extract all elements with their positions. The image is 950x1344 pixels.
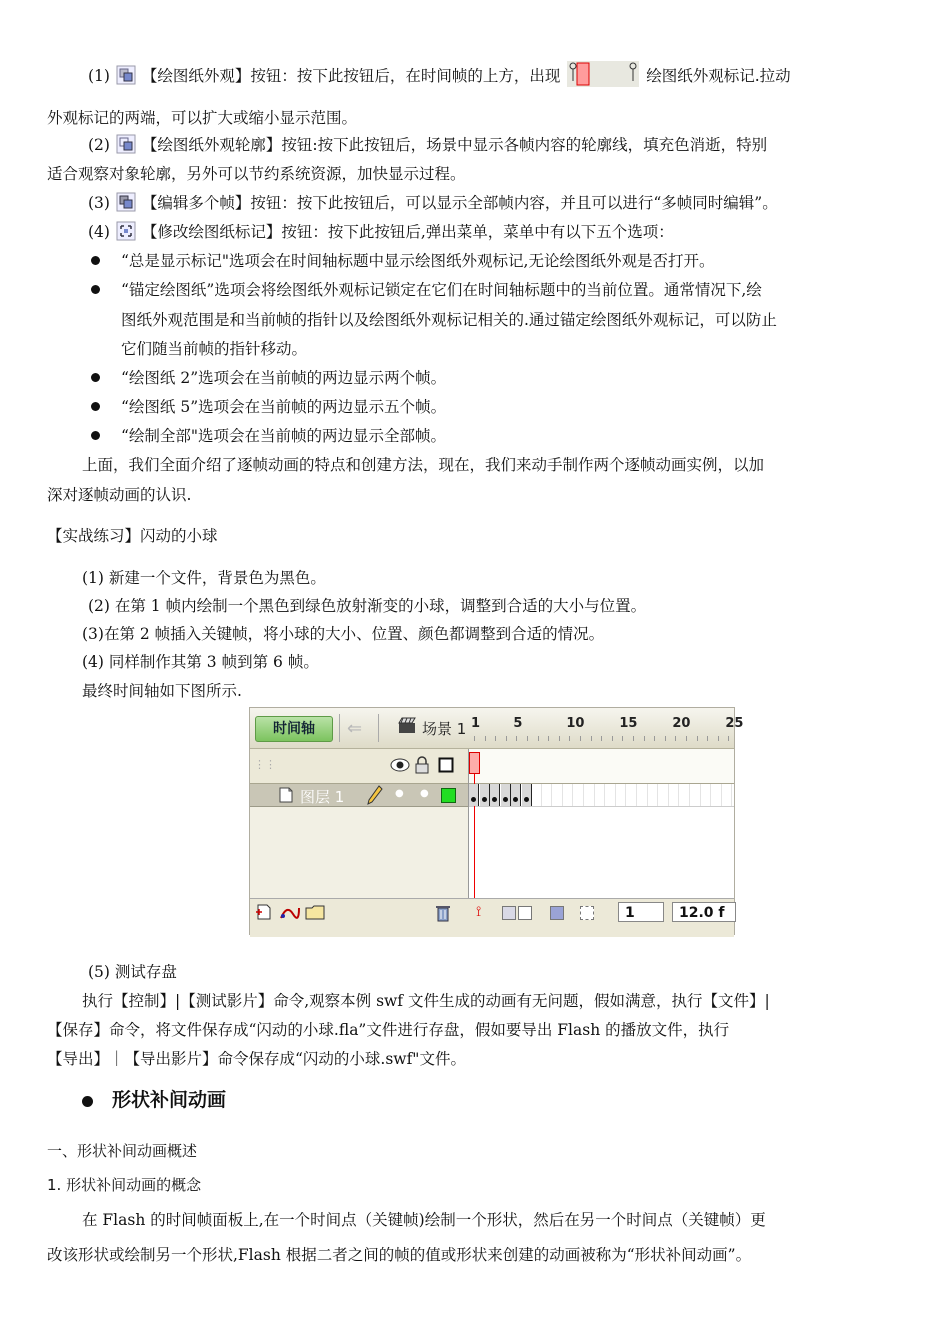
step-2: (2) 在第 1 帧内绘制一个黑色到绿色放射渐变的小球，调整到合适的大小与位置。 bbox=[88, 597, 647, 615]
ruler-tick bbox=[601, 736, 602, 741]
onion-skin-button-icon[interactable] bbox=[502, 906, 516, 920]
bullet-item: “总是显示标记"选项会在时间轴标题中显示绘图纸外观标记,无论绘图纸外观是否打开。 bbox=[121, 252, 715, 270]
trash-icon[interactable] bbox=[435, 904, 451, 922]
add-motion-guide-icon[interactable] bbox=[279, 904, 301, 920]
bullet-dot bbox=[91, 256, 100, 265]
insert-layer-icon[interactable] bbox=[255, 904, 273, 920]
final-line-2: 改该形状或绘制另一个形状,Flash 根据二者之间的帧的值或形状来创建的动画被称为“形状补间动画”。 bbox=[47, 1246, 752, 1264]
section-1-title: 一、形状补间动画概述 bbox=[47, 1142, 198, 1160]
intro-line-1: 上面，我们全面介绍了逐帧动画的特点和创建方法，现在，我们来动手制作两个逐帧动画实例，以加 bbox=[82, 456, 765, 474]
ruler-tick bbox=[707, 736, 708, 741]
practice-title: 【实战练习】闪动的小球 bbox=[47, 527, 218, 545]
bullet-dot bbox=[91, 285, 100, 294]
para-2-line-1: (2) 【绘图纸外观轮廓】按钮:按下此按钮后，场景中显示各帧内容的轮廓线，填充色消逝，特别 bbox=[88, 136, 768, 154]
frame-cell[interactable] bbox=[596, 784, 605, 806]
onion-skin-outline-button-icon[interactable] bbox=[518, 906, 532, 920]
test-line-1: 执行【控制】|【测试影片】命令,观察本例 swf 文件生成的动画有无问题，假如满意，执行【文件】| bbox=[82, 992, 770, 1010]
bullet-dot bbox=[91, 373, 100, 382]
intro-line-2: 深对逐帧动画的认识. bbox=[47, 486, 192, 504]
ruler-tick bbox=[591, 736, 592, 741]
para-1-line-1: (1) 【绘图纸外观】按钮：按下此按钮后，在时间帧的上方，出现 绘图纸外观标记.拉动 bbox=[88, 61, 791, 87]
onion-marker-icon bbox=[567, 61, 639, 87]
frame-cell[interactable] bbox=[628, 784, 637, 806]
para-1-line-2: 外观标记的两端，可以扩大或缩小显示范围。 bbox=[47, 109, 358, 127]
frame-cell[interactable] bbox=[692, 784, 701, 806]
divider bbox=[378, 714, 379, 742]
bullet-dot bbox=[91, 431, 100, 440]
eye-icon[interactable] bbox=[390, 757, 410, 773]
ruler-tick bbox=[485, 736, 486, 741]
frame-cell[interactable] bbox=[670, 784, 679, 806]
modify-markers-button-icon[interactable] bbox=[580, 906, 594, 920]
ruler-tick bbox=[580, 736, 581, 741]
playhead[interactable] bbox=[469, 752, 480, 774]
step-3: (3)在第 2 帧插入关键帧，将小球的大小、位置、颜色都调整到合适的情况。 bbox=[82, 625, 605, 643]
layer-name[interactable]: 图层 1 bbox=[300, 788, 345, 806]
heading-bullet bbox=[82, 1096, 93, 1107]
drag-handle-icon[interactable]: ⋮⋮ bbox=[254, 758, 276, 771]
keyframe[interactable] bbox=[522, 784, 532, 806]
keyframe[interactable] bbox=[469, 784, 479, 806]
ruler-tick bbox=[548, 736, 549, 741]
frame-cell[interactable] bbox=[713, 784, 722, 806]
ruler-tick bbox=[612, 736, 613, 741]
step-caption: 最终时间轴如下图所示. bbox=[82, 682, 242, 700]
step-5: (5) 测试存盘 bbox=[88, 963, 177, 981]
keyframe[interactable] bbox=[480, 784, 490, 806]
ruler-tick bbox=[538, 736, 539, 741]
ruler-tick bbox=[527, 736, 528, 741]
ruler-tick bbox=[495, 736, 496, 741]
ruler-number: 25 bbox=[725, 716, 744, 731]
frame-cell[interactable] bbox=[564, 784, 573, 806]
para-3: (3) 【编辑多个帧】按钮：按下此按钮后，可以显示全部帧内容，并且可以进行“多帧同时编辑”。 bbox=[88, 194, 778, 212]
scene-label[interactable]: 场景 1 bbox=[422, 720, 467, 738]
edit-multiple-frames-icon bbox=[117, 193, 135, 211]
pencil-icon bbox=[367, 785, 383, 805]
bullet-dot bbox=[91, 402, 100, 411]
final-line-1: 在 Flash 的时间帧面板上,在一个时间点（关键帧)绘制一个形状，然后在另一个时间点（关键帧）更 bbox=[82, 1211, 766, 1229]
insert-folder-icon[interactable] bbox=[305, 904, 325, 920]
frame-cell[interactable] bbox=[649, 784, 658, 806]
section-1-1-title: 1. 形状补间动画的概念 bbox=[47, 1176, 202, 1194]
bullet-item-cont: 它们随当前帧的指针移动。 bbox=[121, 340, 308, 358]
ruler-tick bbox=[474, 736, 475, 741]
timeline-panel bbox=[249, 707, 744, 935]
bullet-item: “绘图纸 2”选项会在当前帧的两边显示两个帧。 bbox=[121, 369, 447, 387]
keyframe[interactable] bbox=[490, 784, 500, 806]
ruler-tick bbox=[718, 736, 719, 741]
back-arrow-icon[interactable]: ⇐ bbox=[347, 718, 363, 739]
keyframe[interactable] bbox=[511, 784, 521, 806]
ruler-number: 10 bbox=[566, 716, 585, 731]
frame-ruler[interactable] bbox=[469, 749, 734, 783]
layer-page-icon bbox=[278, 787, 294, 803]
visibility-dot[interactable]: ● bbox=[395, 788, 404, 799]
bullet-item-cont: 图纸外观范围是和当前帧的指针以及绘图纸外观标记相关的.通过锚定绘图纸外观标记，可以防止 bbox=[121, 311, 777, 329]
keyframe[interactable] bbox=[501, 784, 511, 806]
lock-icon[interactable] bbox=[415, 756, 429, 774]
frame-cell[interactable] bbox=[617, 784, 626, 806]
ruler-tick bbox=[569, 736, 570, 741]
frame-cell[interactable] bbox=[533, 784, 542, 806]
ruler-tick bbox=[728, 736, 729, 741]
frame-cell[interactable] bbox=[723, 784, 732, 806]
frame-rate-field[interactable]: 12.0 f bbox=[672, 902, 736, 922]
ruler-number: 15 bbox=[619, 716, 638, 731]
ruler-number: 1 bbox=[471, 716, 481, 731]
center-frame-icon[interactable]: ⟟ bbox=[476, 904, 482, 920]
ruler-tick bbox=[633, 736, 634, 741]
layer-color-swatch[interactable] bbox=[441, 788, 456, 803]
frame-cell[interactable] bbox=[607, 784, 616, 806]
edit-multiple-frames-button-icon[interactable] bbox=[550, 906, 564, 920]
ruler-tick bbox=[516, 736, 517, 741]
ruler-tick bbox=[506, 736, 507, 741]
frame-cell[interactable] bbox=[554, 784, 563, 806]
divider bbox=[339, 714, 340, 742]
ruler-tick bbox=[644, 736, 645, 741]
bullet-item: “绘制全部"选项会在当前帧的两边显示全部帧。 bbox=[121, 427, 447, 445]
ruler-tick bbox=[622, 736, 623, 741]
bullet-item: “绘图纸 5”选项会在当前帧的两边显示五个帧。 bbox=[121, 398, 447, 416]
onion-skin-icon bbox=[117, 66, 135, 84]
ruler-tick bbox=[686, 736, 687, 741]
onion-skin-outline-icon bbox=[117, 135, 135, 153]
ruler-tick bbox=[675, 736, 676, 741]
frame-cell[interactable] bbox=[702, 784, 711, 806]
para-4: (4) 【修改绘图纸标记】按钮：按下此按钮后,弹出菜单，菜单中有以下五个选项： bbox=[88, 223, 674, 241]
step-4: (4) 同样制作其第 3 帧到第 6 帧。 bbox=[82, 653, 319, 671]
bullet-item: “锚定绘图纸”选项会将绘图纸外观标记锁定在它们在时间轴标题中的当前位置。通常情况下,绘 bbox=[121, 281, 762, 299]
ruler-tick bbox=[559, 736, 560, 741]
ruler-tick bbox=[665, 736, 666, 741]
frame-cell[interactable] bbox=[575, 784, 584, 806]
timeline-tab[interactable]: 时间轴 bbox=[255, 716, 333, 742]
scene-clapper-icon bbox=[398, 718, 416, 734]
ruler-number: 20 bbox=[672, 716, 691, 731]
frame-cell[interactable] bbox=[586, 784, 595, 806]
ruler-number: 5 bbox=[513, 716, 523, 731]
section-heading: 形状补间动画 bbox=[112, 1089, 227, 1111]
modify-onion-markers-icon bbox=[117, 222, 135, 240]
frame-cell[interactable] bbox=[660, 784, 669, 806]
ruler-tick bbox=[697, 736, 698, 741]
test-line-3: 【导出】｜【导出影片】命令保存成“闪动的小球.swf"文件。 bbox=[47, 1050, 466, 1068]
ruler-tick bbox=[654, 736, 655, 741]
frame-cell[interactable] bbox=[639, 784, 648, 806]
step-1: (1) 新建一个文件，背景色为黑色。 bbox=[82, 569, 326, 587]
lock-dot[interactable]: ● bbox=[420, 788, 429, 799]
outline-square-icon[interactable] bbox=[438, 757, 454, 773]
test-line-2: 【保存】命令，将文件保存成“闪动的小球.fla”文件进行存盘，假如要导出 Flash 的播放文件，执行 bbox=[47, 1021, 730, 1039]
para-2-line-2: 适合观察对象轮廓，另外可以节约系统资源，加快显示过程。 bbox=[47, 165, 466, 183]
frame-cell[interactable] bbox=[543, 784, 552, 806]
frame-cell[interactable] bbox=[681, 784, 690, 806]
current-frame-field[interactable]: 1 bbox=[618, 902, 664, 922]
